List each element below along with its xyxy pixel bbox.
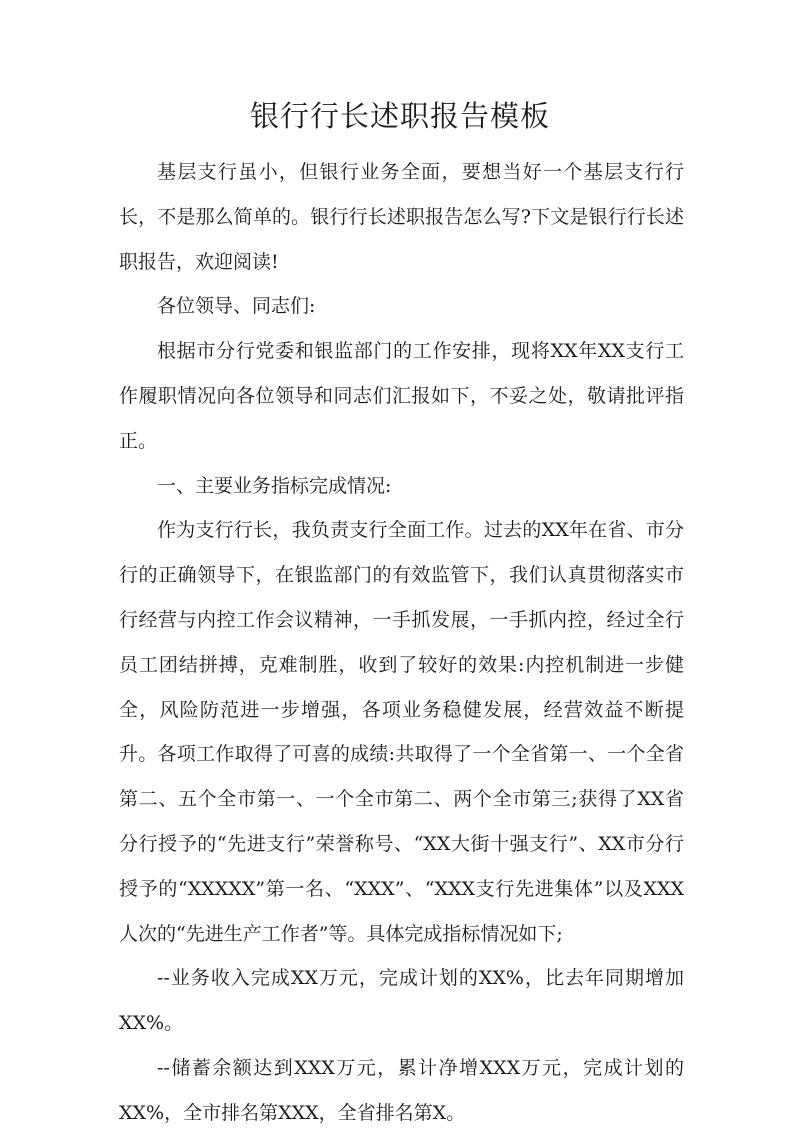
document-title: 银行行长述职报告模板 xyxy=(249,99,550,133)
list-item: --业务收入完成XX万元，完成计划的XX%，比去年同期增加XX%。 xyxy=(119,967,684,1035)
body-paragraph: 作为支行行长，我负责支行全面工作。过去的XX年在省、市分行的正确领导下，在银监部门的有效监管下，我们认真贯彻落实市行经营与内控工作会议精神，一手抓发展，一手抓内控，经过全行员工团结拼搏，克难制胜，收到了较好的效果:内控机制进一步健全，风险防范进一步增强，各项业务稳健发展，经营效益不断提升。各项工作取得了可喜的成绩:共取得了一个全省第一、一个全省第二、五个全市第一、一个全市第二、两个全市第三;获得了XX省分行授予的“先进支行”荣誉称号、“XX大街十强支行”、XX市分行授予的“XXXXX”第一名、“XXX”、“XXX支行先进集体”以及XXX人次的“先进生产工作者”等。具体完成指标情况如下; xyxy=(119,519,684,945)
section-heading: 一、主要业务指标完成情况: xyxy=(157,474,392,497)
intro-paragraph: 基层支行虽小，但银行业务全面，要想当好一个基层支行行长，不是那么简单的。银行行长述职报告怎么写?下文是银行行长述职报告，欢迎阅读! xyxy=(119,161,684,273)
salutation: 各位领导、同志们: xyxy=(157,295,316,318)
document-body xyxy=(119,150,684,1136)
opening-paragraph: 根据市分行党委和银监部门的工作安排，现将XX年XX支行工作履职情况向各位领导和同志们汇报如下，不妥之处，敬请批评指正。 xyxy=(119,340,684,452)
list-item: --储蓄余额达到XXX万元，累计净增XXX万元，完成计划的XX%，全市排名第XXX，全省排名第X。 xyxy=(119,1056,684,1124)
